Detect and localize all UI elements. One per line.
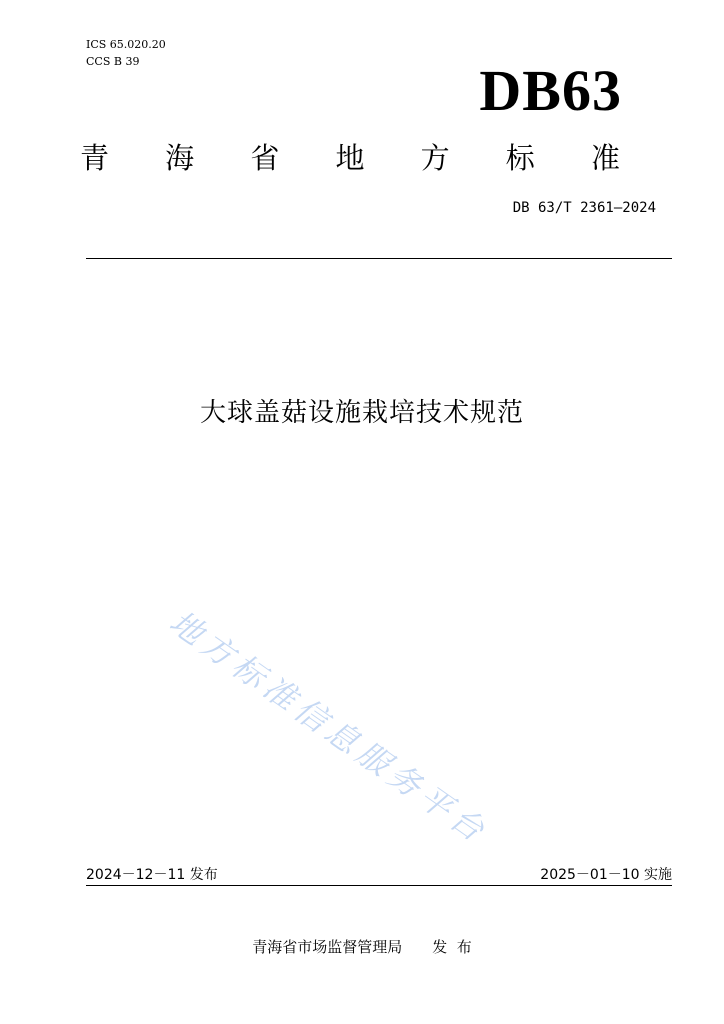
standard-type-char: 青: [80, 141, 110, 175]
ccs-code: CCS B 39: [86, 55, 140, 68]
issue-date: 2024－12－11 发布: [86, 867, 218, 883]
standard-type-char: 标: [505, 141, 535, 175]
standard-type-char: 方: [420, 141, 450, 175]
standard-type-char: 海: [165, 141, 195, 175]
publisher-name: 青海省市场监督管理局: [252, 938, 403, 956]
standard-type-char: 地: [335, 141, 365, 175]
watermark: 地方标准信息服务平台: [162, 602, 496, 852]
implementation-date: 2025－01－10 实施: [540, 867, 672, 883]
standard-type-char: 准: [590, 141, 620, 175]
standard-type-heading: [80, 140, 620, 176]
bottom-divider: [86, 885, 672, 886]
publisher: [0, 936, 724, 957]
ics-code: ICS 65.020.20: [86, 38, 166, 51]
classification-codes: [86, 36, 166, 70]
standard-type-char: 省: [250, 141, 280, 175]
document-title: 大球盖菇设施栽培技术规范: [199, 398, 524, 428]
top-divider: [86, 258, 672, 259]
standard-code-logo: DB63: [479, 58, 622, 123]
publisher-action: 发 布: [432, 938, 472, 956]
standard-number: DB 63/T 2361—2024: [512, 200, 656, 216]
